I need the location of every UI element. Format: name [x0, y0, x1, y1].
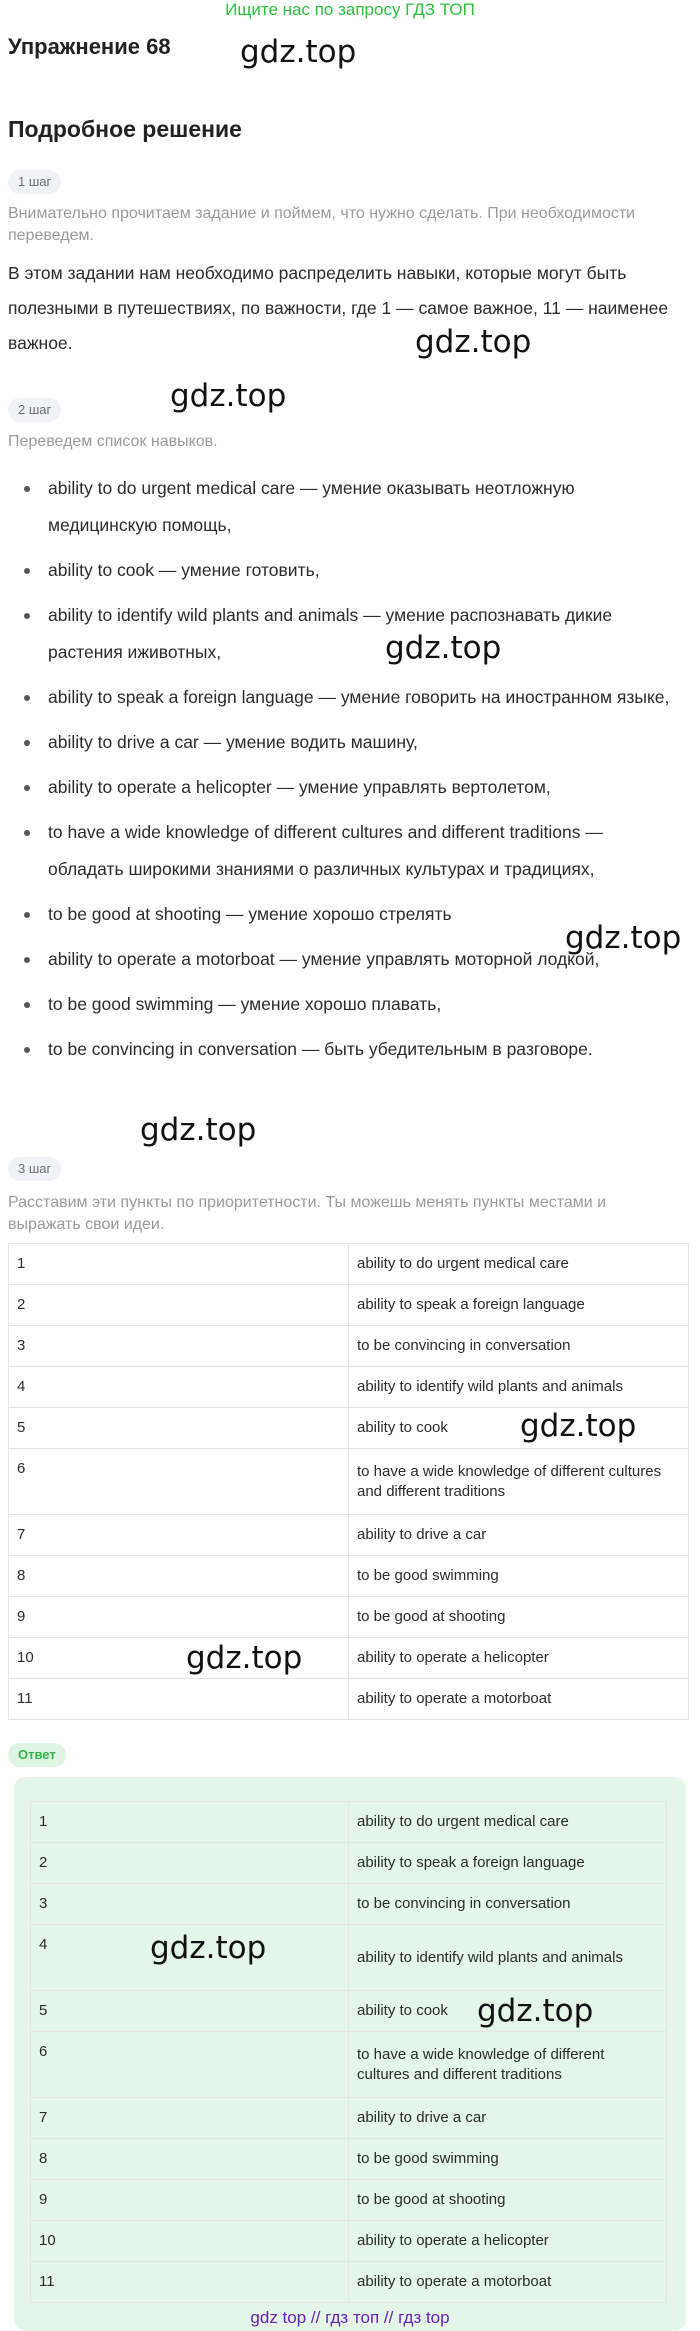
- table-row: [9, 1367, 689, 1408]
- list-item: ability to identify wild plants and animals — умение распознавать дикие растения иживотных,: [18, 597, 678, 671]
- skill-cell: ability to operate a motorboat: [349, 2262, 667, 2303]
- skill-cell: to be convincing in conversation: [349, 1884, 667, 1925]
- step-3-hint: Расставим эти пункты по приоритетности. Ты можешь менять пункты местами и выражать свои идеи.: [8, 1194, 607, 1233]
- list-item: ability to operate a motorboat — умение управлять моторной лодкой,: [18, 941, 678, 978]
- list-item: to be good at shooting — умение хорошо стрелять: [18, 896, 678, 933]
- list-item: to have a wide knowledge of different cultures and different traditions — обладать широкими знаниями о различных культурах и традициях,: [18, 814, 678, 888]
- watermark: gdz.top: [150, 1930, 267, 1966]
- rank-cell: 9: [9, 1597, 349, 1638]
- table-row: [31, 1884, 667, 1925]
- skill-cell: to have a wide knowledge of different cultures and different traditions: [349, 1449, 689, 1515]
- table-row: [9, 1638, 689, 1679]
- rank-cell: 6: [9, 1449, 349, 1515]
- table-row: [31, 2262, 667, 2303]
- table-row: [9, 1285, 689, 1326]
- rank-cell: 2: [31, 1843, 349, 1884]
- rank-cell: 11: [9, 1679, 349, 1720]
- step-1-text: В этом задании нам необходимо распределить навыки, которые могут быть полезными в путешествиях, по важности, где 1 — самое важное, 11 — наименее важное.: [8, 263, 669, 353]
- step-2-badge: 2 шаг: [8, 398, 61, 422]
- skill-cell: to be convincing in conversation: [349, 1326, 689, 1367]
- rank-cell: 8: [31, 2139, 349, 2180]
- list-item: to be convincing in conversation — быть убедительным в разговоре.: [18, 1031, 678, 1068]
- answer-badge: Ответ: [8, 1743, 66, 1767]
- skill-cell: ability to cook: [349, 1408, 689, 1449]
- watermark: gdz.top: [186, 1640, 303, 1676]
- skills-list: [18, 470, 678, 1076]
- rank-cell: 3: [9, 1326, 349, 1367]
- skill-cell: ability to operate a helicopter: [349, 1638, 689, 1679]
- watermark: gdz.top: [415, 324, 532, 360]
- watermark: gdz.top: [140, 1112, 257, 1148]
- skill-cell: ability to identify wild plants and animals: [349, 1367, 689, 1408]
- skill-cell: ability to speak a foreign language: [349, 1285, 689, 1326]
- watermark: gdz.top: [240, 34, 357, 70]
- skill-cell: to be good swimming: [349, 2139, 667, 2180]
- table-row: [9, 1556, 689, 1597]
- rank-cell: 3: [31, 1884, 349, 1925]
- list-item: ability to operate a helicopter — умение управлять вертолетом,: [18, 769, 678, 806]
- table-row: [31, 2221, 667, 2262]
- rank-cell: 1: [31, 1802, 349, 1843]
- table-row: [31, 2139, 667, 2180]
- step-1-hint: Внимательно прочитаем задание и поймем, что нужно сделать. При необходимости переведем.: [8, 205, 636, 244]
- table-row: [9, 1244, 689, 1285]
- skill-cell: to be good at shooting: [349, 2180, 667, 2221]
- rank-cell: 1: [9, 1244, 349, 1285]
- skill-cell: ability to do urgent medical care: [349, 1244, 689, 1285]
- rank-cell: 10: [9, 1638, 349, 1679]
- skill-cell: to have a wide knowledge of different cultures and different traditions: [349, 2032, 667, 2098]
- skill-cell: to be good at shooting: [349, 1597, 689, 1638]
- table-row: [31, 1843, 667, 1884]
- rank-cell: 6: [31, 2032, 349, 2098]
- skill-cell: ability to speak a foreign language: [349, 1843, 667, 1884]
- step-3-badge: 3 шаг: [8, 1157, 61, 1181]
- rank-cell: 7: [31, 2098, 349, 2139]
- skill-cell: ability to cook: [349, 1991, 667, 2032]
- section-title: Подробное решение: [8, 116, 242, 142]
- rank-cell: 7: [9, 1515, 349, 1556]
- table-row: [31, 2032, 667, 2098]
- step-1-badge: 1 шаг: [8, 170, 61, 194]
- exercise-title: Упражнение 68: [8, 34, 171, 59]
- list-item: ability to cook — умение готовить,: [18, 552, 678, 589]
- watermark: gdz.top: [385, 630, 502, 666]
- rank-cell: 2: [9, 1285, 349, 1326]
- table-row: [9, 1515, 689, 1556]
- watermark: gdz.top: [565, 920, 682, 956]
- table-row: [9, 1597, 689, 1638]
- step-2-hint: Переведем список навыков.: [8, 433, 218, 450]
- rank-cell: 10: [31, 2221, 349, 2262]
- skill-cell: ability to identify wild plants and animals: [349, 1925, 667, 1991]
- table-row: [31, 1925, 667, 1991]
- watermark: gdz.top: [477, 1993, 594, 2029]
- list-item: ability to speak a foreign language — умение говорить на иностранном языке,: [18, 679, 678, 716]
- rank-cell: 11: [31, 2262, 349, 2303]
- skill-cell: ability to operate a helicopter: [349, 2221, 667, 2262]
- table-row: [31, 2098, 667, 2139]
- priority-table: [8, 1243, 689, 1720]
- rank-cell: 9: [31, 2180, 349, 2221]
- list-item: to be good swimming — умение хорошо плавать,: [18, 986, 678, 1023]
- rank-cell: 4: [31, 1925, 349, 1991]
- table-row: [31, 1802, 667, 1843]
- rank-cell: 5: [31, 1991, 349, 2032]
- table-row: [9, 1449, 689, 1515]
- list-item: ability to do urgent medical care — умение оказывать неотложную медицинскую помощь,: [18, 470, 678, 544]
- rank-cell: 4: [9, 1367, 349, 1408]
- skill-cell: ability to drive a car: [349, 1515, 689, 1556]
- skill-cell: ability to do urgent medical care: [349, 1802, 667, 1843]
- skill-cell: to be good swimming: [349, 1556, 689, 1597]
- footer-links[interactable]: gdz top // гдз топ // гдз top: [250, 2308, 450, 2327]
- watermark: gdz.top: [170, 378, 287, 414]
- table-row: [31, 2180, 667, 2221]
- skill-cell: ability to drive a car: [349, 2098, 667, 2139]
- search-banner: Ищите нас по запросу ГДЗ ТОП: [225, 0, 475, 19]
- watermark: gdz.top: [520, 1408, 637, 1444]
- skill-cell: ability to operate a motorboat: [349, 1679, 689, 1720]
- rank-cell: 8: [9, 1556, 349, 1597]
- table-row: [9, 1679, 689, 1720]
- answer-table: [30, 1801, 667, 2303]
- rank-cell: 5: [9, 1408, 349, 1449]
- list-item: ability to drive a car — умение водить машину,: [18, 724, 678, 761]
- table-row: [9, 1326, 689, 1367]
